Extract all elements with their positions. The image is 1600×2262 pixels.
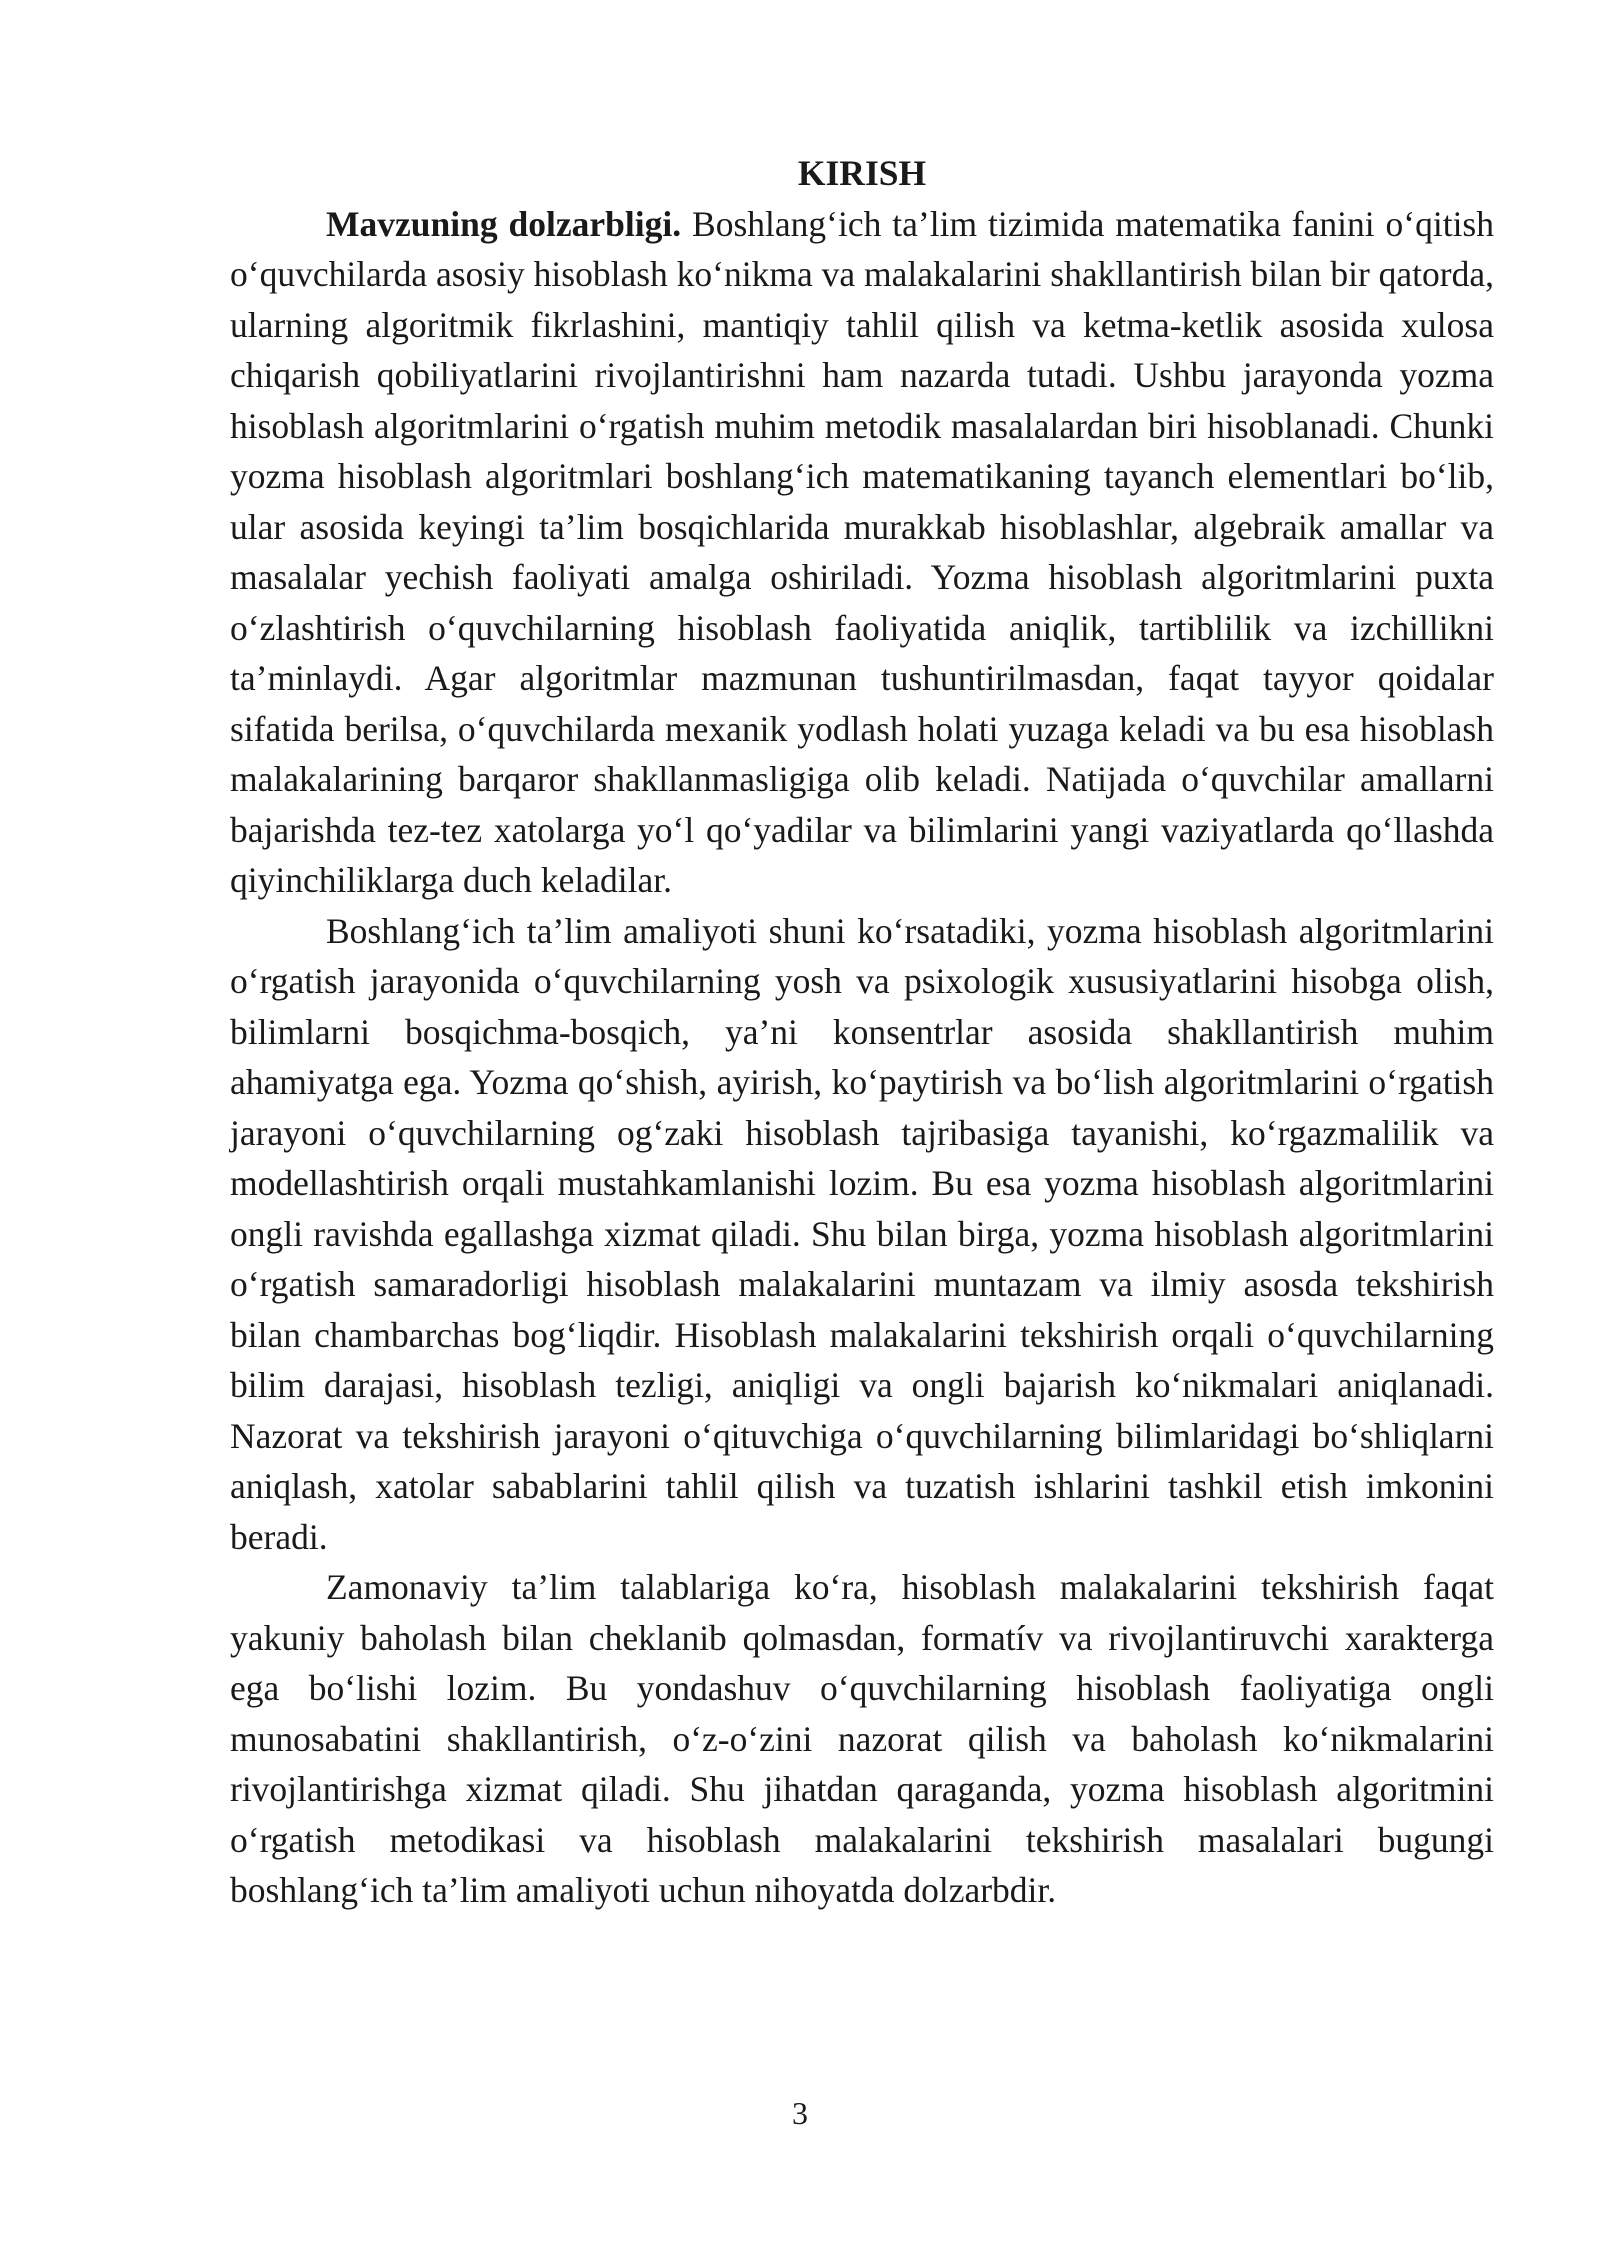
paragraph-lead: Mavzuning dolzarbligi. (326, 203, 682, 244)
section-title: KIRISH (797, 153, 927, 193)
paragraph-text: Boshlang‘ich ta’lim tizimida matematika fanini o‘qitish o‘quvchilarda asosiy hisoblash ko‘nikma va malakalarini shakllantirish bilan bir qatorda, ularning algoritmik fikrlashini, mantiqiy tahlil qilish va ketma-ketlik asosida xulosa chiqarish qobiliyatlarini rivojlantirishni ham nazarda tutadi. Ushbu jarayonda yozma hisoblash algoritmlarini o‘rgatish muhim metodik masalalardan biri hisoblanadi. Chunki yozma hisoblash algoritmlari boshlang‘ich matematikaning tayanch elementlari bo‘lib, ular asosida keyingi ta’lim bosqichlarida murakkab hisoblashlar, algebraik amallar va masalalar yechish faoliyati amalga oshiriladi. Yozma hisoblash algoritmlarini puxta o‘zlashtirish o‘quvchilarning hisoblash faoliyatida aniqlik, tartiblilik va izchillikni ta’minlaydi. Agar algoritmlar mazmunan tushuntirilmasdan, faqat tayyor qoidalar sifatida berilsa, o‘quvchilarda mexanik yodlash holati yuzaga keladi va bu esa hisoblash malakalarining barqaror shakllanmasligiga olib keladi. Natijada o‘quvchilar amallarni bajarishda tez-tez xatolarga yo‘l qo‘yadilar va bilimlarini yangi vaziyatlarda qo‘llashda qiyinchiliklarga duch keladilar. (230, 203, 1494, 900)
page-number: 3 (792, 2095, 808, 2131)
paragraph-relevance (230, 199, 1494, 906)
paragraph-modern-requirements: Zamonaviy ta’lim talablariga ko‘ra, hisoblash malakalarini tekshirish faqat yakuniy baholash bilan cheklanib qolmasdan, formatív va rivojlantiruvchi xarakterga ega bo‘lishi lozim. Bu yondashuv o‘quvchilarning hisoblash faoliyatiga ongli munosabatini shakllantirish, o‘z-o‘zini nazorat qilish va baholash ko‘nikmalarini rivojlantirishga xizmat qiladi. Shu jihatdan qaraganda, yozma hisoblash algoritmini o‘rgatish metodikasi va hisoblash malakalarini tekshirish masalalari bugungi boshlang‘ich ta’lim amaliyoti uchun nihoyatda dolzarbdir. (230, 1567, 1494, 1910)
paragraph-practice: Boshlang‘ich ta’lim amaliyoti shuni ko‘rsatadiki, yozma hisoblash algoritmlarini o‘rgatish jarayonida o‘quvchilarning yosh va psixologik xususiyatlarini hisobga olish, bilimlarni bosqichma-bosqich, ya’ni konsentrlar asosida shakllantirish muhim ahamiyatga ega. Yozma qo‘shish, ayirish, ko‘paytirish va bo‘lish algoritmlarini o‘rgatish jarayoni o‘quvchilarning og‘zaki hisoblash tajribasiga tayanishi, ko‘rgazmalilik va modellashtirish orqali mustahkamlanishi lozim. Bu esa yozma hisoblash algoritmlarini ongli ravishda egallashga xizmat qiladi. Shu bilan birga, yozma hisoblash algoritmlarini o‘rgatish samaradorligi hisoblash malakalarini muntazam va ilmiy asosda tekshirish bilan chambarchas bog‘liqdir. Hisoblash malakalarini tekshirish orqali o‘quvchilarning bilim darajasi, hisoblash tezligi, aniqligi va ongli bajarish ko‘nikmalari aniqlanadi. Nazorat va tekshirish jarayoni o‘qituvchiga o‘quvchilarning bilimlaridagi bo‘shliqlarni aniqlash, xatolar sabablarini tahlil qilish va tuzatish ishlarini tashkil etish imkonini beradi. (230, 910, 1494, 1557)
document-page (230, 148, 1494, 1916)
